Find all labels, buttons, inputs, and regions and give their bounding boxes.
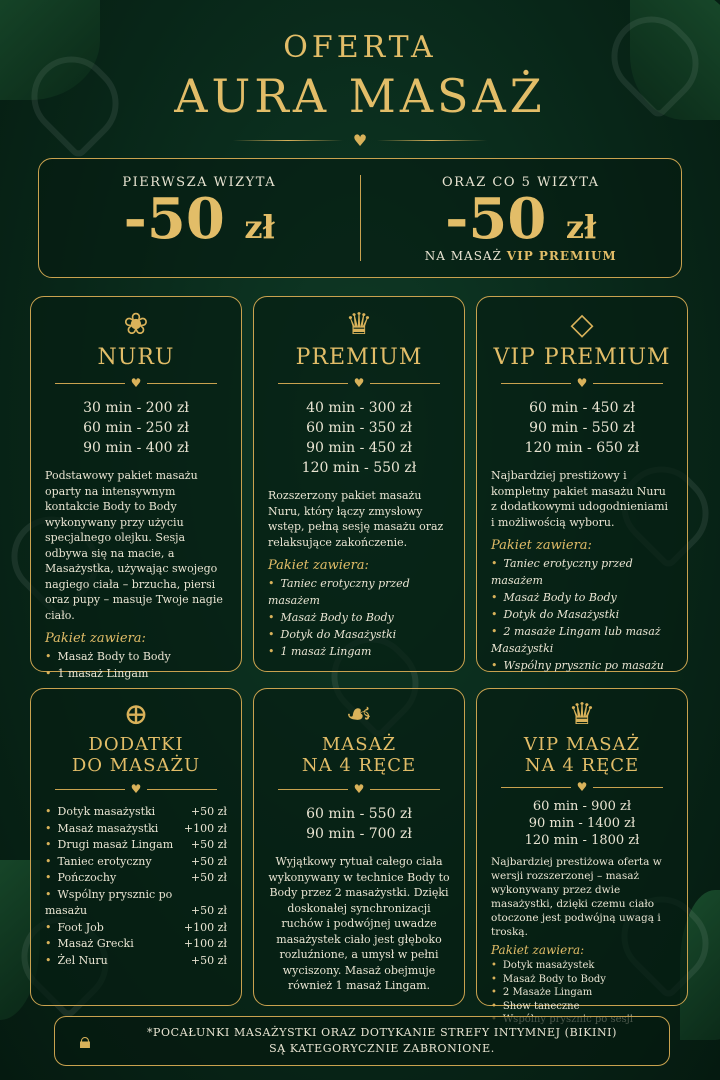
header-oferta: OFERTA — [283, 30, 437, 65]
heart-icon: ♥ — [576, 780, 588, 795]
header-ornament — [0, 131, 720, 150]
card-title: VIP PREMIUM — [493, 345, 671, 370]
card-title-line: NA 4 RĘCE — [524, 754, 640, 776]
addon-row: • Żel Nuru +50 zł — [45, 953, 227, 970]
list-item: • Masaż Body to Body — [268, 609, 450, 626]
list-item: • Masaż Body to Body — [491, 589, 673, 606]
card-vip-premium — [476, 296, 688, 672]
addon-row: • Drugi masaż Lingam +50 zł — [45, 837, 227, 854]
package-label: Pakiet zawiera: — [491, 943, 585, 958]
package-label: Pakiet zawiera: — [268, 558, 369, 574]
ornament-line — [233, 140, 343, 141]
heart-icon: ♥ — [576, 376, 588, 391]
list-item: • 1 masaż Lingam — [268, 643, 450, 660]
price-row: 60 min - 900 zł — [532, 799, 632, 815]
list-item: • Dotyk masażystek — [491, 959, 673, 973]
price-row: 90 min - 1400 zł — [528, 816, 636, 832]
price-row: 40 min - 300 zł — [306, 400, 412, 417]
card-ornament — [491, 376, 673, 390]
page-header — [0, 30, 720, 150]
crown-icon: ♛ — [568, 697, 596, 732]
list-item: • 2 Masaże Lingam — [491, 986, 673, 1000]
promo-label: ORAZ CO 5 WIZYTA — [441, 175, 600, 190]
card-title — [45, 735, 227, 776]
price-list — [491, 398, 673, 458]
price-list — [268, 398, 450, 478]
list-item: • Masaż Body to Body — [491, 973, 673, 987]
promo-sub-prefix: NA MASAŻ — [424, 248, 502, 263]
price-row: 30 min - 200 zł — [83, 400, 189, 417]
price-row: 60 min - 250 zł — [83, 420, 189, 437]
promo-box — [38, 158, 682, 278]
promo-amount-value: -50 — [445, 186, 547, 252]
disclaimer-text — [115, 1025, 669, 1057]
card-ornament — [268, 376, 450, 390]
lock-icon: 🔒︎ — [79, 1028, 91, 1054]
card-ornament — [45, 376, 227, 390]
promo-amount — [39, 186, 360, 252]
package-label: Pakiet zawiera: — [491, 538, 592, 554]
addon-row: • Wspólny prysznic po masażu +50 zł — [45, 887, 227, 920]
list-item: • Dotyk do Masażystki — [491, 606, 673, 623]
lotus-icon: ❀ — [123, 307, 149, 342]
promo-sub-highlight: VIP PREMIUM — [506, 248, 617, 263]
package-list — [491, 555, 673, 674]
card-title: PREMIUM — [295, 345, 423, 370]
card-title-line: VIP MASAŻ — [523, 734, 641, 755]
list-item: • Dotyk do Masażystki — [268, 626, 450, 643]
heart-icon: ♥ — [352, 131, 368, 150]
price-row: 90 min - 550 zł — [529, 420, 635, 437]
addons-list — [45, 804, 227, 969]
header-brand: AURA MASAŻ — [174, 69, 546, 123]
card-ornament — [268, 782, 450, 796]
card-vip-four-hands — [476, 688, 688, 1012]
card-title-line: DO MASAŻU — [71, 754, 201, 776]
promo-amount-value: -50 — [123, 186, 225, 252]
heart-icon: ♥ — [353, 782, 365, 797]
card-description: Najbardziej prestiżowy i kompletny pakiet masażu Nuru z dodatkowymi udogodnieniami i możliwością wyboru. — [491, 469, 669, 529]
card-description: Wyjątkowy rytuał całego ciała wykonywany w technice Body to Body przez 2 masażystki. Dzięki doskonałej synchronizacji ruchów i podwójnej uwadze masażystek ciało jest głęboko rozluźnione, a umysł w pełni wyciszony. Masaż obejmuje również 1 masaż Lingam. — [268, 855, 450, 993]
card-title-line: MASAŻ — [321, 734, 397, 755]
addon-row: • Pończochy +50 zł — [45, 870, 227, 887]
list-item: • 1 masaż Lingam — [45, 665, 227, 682]
crown-icon: ♛ — [345, 307, 373, 342]
list-item: • Show taneczne — [491, 1000, 673, 1014]
addon-row: • Foot Job +100 zł — [45, 920, 227, 937]
disclaimer-line: *POCAŁUNKI MASAŻYSTKI ORAZ DOTYKANIE STREFY INTYMNEJ (BIKINI) — [146, 1026, 618, 1039]
price-row: 90 min - 400 zł — [83, 440, 189, 457]
promo-amount — [361, 186, 682, 252]
card-ornament — [491, 780, 673, 794]
addon-row: • Masaż Grecki +100 zł — [45, 936, 227, 953]
card-description: Najbardziej prestiżowa oferta w wersji rozszerzonej – masaż wykonywany przez dwie masażystki, dzięki czemu ciało otoczone jest podwójną uwagą i troską. — [491, 856, 662, 939]
heart-icon: ♥ — [353, 376, 365, 391]
disclaimer-box — [54, 1016, 670, 1066]
list-item: • Wspólny prysznic po masażu — [491, 657, 673, 674]
promo-first-visit — [39, 159, 360, 277]
promo-sub — [361, 249, 682, 263]
promo-every-5th — [361, 159, 682, 277]
list-item: • Taniec erotyczny przed masażem — [268, 575, 450, 609]
hands-icon: ☙ — [345, 697, 373, 732]
addon-row: • Masaż masażystki +100 zł — [45, 821, 227, 838]
promo-label: PIERWSZA WIZYTA — [122, 175, 277, 190]
price-list — [45, 398, 227, 458]
package-list — [268, 575, 450, 660]
package-label: Pakiet zawiera: — [45, 631, 146, 647]
list-item: • Masaż Body to Body — [45, 648, 227, 665]
card-title — [491, 735, 673, 776]
price-row: 120 min - 1800 zł — [524, 833, 640, 849]
card-title — [268, 735, 450, 776]
price-row: 120 min - 650 zł — [524, 440, 640, 457]
card-ornament — [45, 782, 227, 796]
plus-circle-icon: ⊕ — [123, 697, 149, 732]
card-four-hands — [253, 688, 465, 1006]
price-row: 60 min - 350 zł — [306, 420, 412, 437]
card-title-line: NA 4 RĘCE — [301, 754, 417, 776]
price-row: 60 min - 450 zł — [529, 400, 635, 417]
addon-row: • Taniec erotyczny +50 zł — [45, 854, 227, 871]
price-row: 90 min - 450 zł — [306, 440, 412, 457]
promo-amount-unit: zł — [244, 208, 275, 246]
price-row: 90 min - 700 zł — [306, 826, 412, 843]
card-nuru — [30, 296, 242, 681]
addon-row: • Dotyk masażystki +50 zł — [45, 804, 227, 821]
price-row: 120 min - 550 zł — [301, 460, 417, 477]
card-addons — [30, 688, 242, 1006]
promo-amount-unit: zł — [565, 208, 597, 246]
heart-icon: ♥ — [130, 376, 142, 391]
card-title: NURU — [97, 345, 175, 370]
card-description: Rozszerzony pakiet masażu Nuru, który łączy zmysłowy wstęp, pełną sesję masażu oraz relaksujące zakończenie. — [268, 489, 444, 549]
card-title-line: DODATKI — [88, 734, 184, 755]
disclaimer-line: SĄ KATEGORYCZNIE ZABRONIONE. — [269, 1042, 495, 1055]
price-list — [268, 804, 450, 844]
price-row: 60 min - 550 zł — [306, 806, 412, 823]
price-list — [491, 798, 673, 849]
list-item: • Taniec erotyczny przed masażem — [491, 555, 673, 589]
ornament-line — [377, 140, 487, 141]
card-premium — [253, 296, 465, 672]
list-item: • 2 masaże Lingam lub masaż Masażystki — [491, 623, 673, 657]
card-description: Podstawowy pakiet masażu oparty na intensywnym kontakcie Body to Body wykonywany przy użyciu specjalnego olejku. Sesja odbywa się na macie, a Masażystka, używając swojego nagiego ciała – brzucha, piersi oraz pupy – masuje Twoje nagie ciało. — [45, 469, 223, 622]
heart-icon: ♥ — [130, 782, 142, 797]
diamond-icon: ◇ — [570, 307, 594, 342]
package-list — [45, 648, 227, 682]
